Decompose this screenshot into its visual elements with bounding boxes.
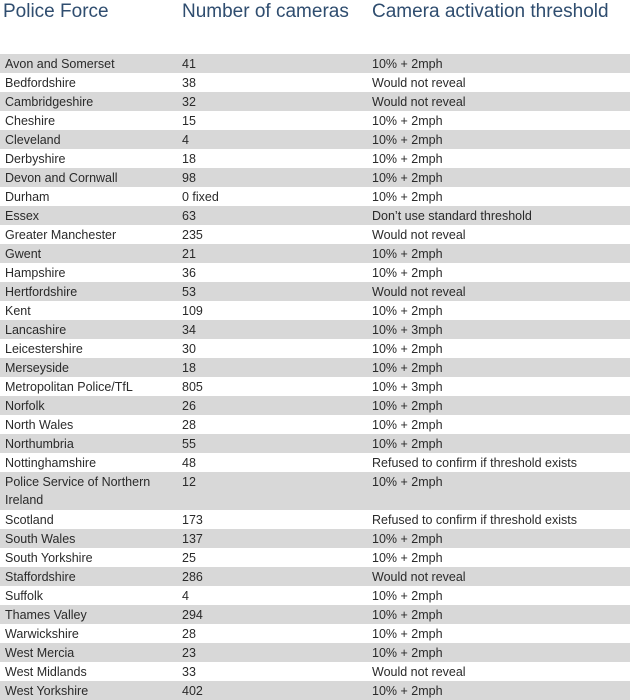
cell-police-force: West Mercia [5, 646, 75, 660]
cell-number-of-cameras: 294 [182, 608, 203, 622]
table-row [0, 453, 630, 472]
cell-police-force: Bedfordshire [5, 76, 76, 90]
cell-number-of-cameras: 4 [182, 589, 189, 603]
table-row [0, 168, 630, 187]
cell-police-force: Avon and Somerset [5, 57, 115, 71]
cell-number-of-cameras: 26 [182, 399, 196, 413]
table-row [0, 282, 630, 301]
cell-activation-threshold: 10% + 2mph [372, 532, 443, 546]
table-row [0, 187, 630, 206]
cell-activation-threshold: 10% + 2mph [372, 646, 443, 660]
cell-police-force: Hertfordshire [5, 285, 78, 299]
cell-number-of-cameras: 805 [182, 380, 203, 394]
cell-number-of-cameras: 34 [182, 323, 196, 337]
cell-number-of-cameras: 235 [182, 228, 203, 242]
cell-activation-threshold: 10% + 2mph [372, 684, 443, 698]
cell-police-force: Metropolitan Police/TfL [5, 380, 133, 394]
table-row [0, 225, 630, 244]
table-row [0, 263, 630, 282]
cell-police-force: Gwent [5, 247, 42, 261]
table-row [0, 149, 630, 168]
cell-activation-threshold: 10% + 2mph [372, 361, 443, 375]
table-row [0, 339, 630, 358]
cell-activation-threshold: 10% + 2mph [372, 57, 443, 71]
cell-activation-threshold: 10% + 2mph [372, 418, 443, 432]
table-row [0, 586, 630, 605]
table-row [0, 130, 630, 149]
cell-number-of-cameras: 98 [182, 171, 196, 185]
table-row [0, 244, 630, 263]
table-row [0, 73, 630, 92]
cell-number-of-cameras: 32 [182, 95, 196, 109]
table-row [0, 358, 630, 377]
cell-police-force: South Yorkshire [5, 551, 93, 565]
cell-activation-threshold: 10% + 2mph [372, 589, 443, 603]
cell-activation-threshold: 10% + 2mph [372, 342, 443, 356]
cell-number-of-cameras: 30 [182, 342, 196, 356]
cell-activation-threshold: 10% + 2mph [372, 608, 443, 622]
cell-police-force: Thames Valley [5, 608, 87, 622]
cell-police-force: Essex [5, 209, 40, 223]
cell-activation-threshold: 10% + 3mph [372, 323, 443, 337]
cell-number-of-cameras: 25 [182, 551, 196, 565]
table-row [0, 434, 630, 453]
table-header [0, 0, 630, 54]
table-row [0, 206, 630, 225]
cell-activation-threshold: Refused to confirm if threshold exists [372, 513, 577, 527]
cell-police-force: Warwickshire [5, 627, 79, 641]
cell-activation-threshold: 10% + 2mph [372, 171, 443, 185]
cell-activation-threshold: Refused to confirm if threshold exists [372, 456, 577, 470]
table-body [0, 54, 630, 700]
cell-activation-threshold: 10% + 2mph [372, 247, 443, 261]
cell-activation-threshold: Would not reveal [372, 285, 466, 299]
table-row [0, 396, 630, 415]
cell-police-force: North Wales [5, 418, 74, 432]
cell-number-of-cameras: 23 [182, 646, 196, 660]
cell-number-of-cameras: 36 [182, 266, 196, 280]
cell-number-of-cameras: 18 [182, 361, 196, 375]
cell-police-force: Leicestershire [5, 342, 83, 356]
cell-activation-threshold: 10% + 2mph [372, 133, 443, 147]
cell-number-of-cameras: 63 [182, 209, 196, 223]
cell-activation-threshold: 10% + 2mph [372, 152, 443, 166]
cell-number-of-cameras: 28 [182, 418, 196, 432]
cell-number-of-cameras: 286 [182, 570, 203, 584]
cell-activation-threshold: 10% + 2mph [372, 475, 443, 489]
cell-police-force: Scotland [5, 513, 54, 527]
cell-police-force: West Yorkshire [5, 684, 89, 698]
cell-number-of-cameras: 12 [182, 475, 196, 489]
cell-police-force: Staffordshire [5, 570, 76, 584]
cell-activation-threshold: Would not reveal [372, 665, 466, 679]
cell-police-force: Derbyshire [5, 152, 66, 166]
header-activation-threshold: Camera activation threshold [372, 1, 609, 22]
cell-police-force: Devon and Cornwall [5, 171, 118, 185]
cell-police-force: Nottinghamshire [5, 456, 97, 470]
cell-number-of-cameras: 41 [182, 57, 196, 71]
table-row [0, 377, 630, 396]
cell-number-of-cameras: 48 [182, 456, 196, 470]
cell-number-of-cameras: 38 [182, 76, 196, 90]
cell-police-force: Greater Manchester [5, 228, 117, 242]
cell-number-of-cameras: 21 [182, 247, 196, 261]
cell-number-of-cameras: 109 [182, 304, 203, 318]
cell-number-of-cameras: 55 [182, 437, 196, 451]
cell-activation-threshold: 10% + 2mph [372, 399, 443, 413]
cell-activation-threshold: Would not reveal [372, 95, 466, 109]
cell-police-force: Northumbria [5, 437, 74, 451]
header-police-force: Police Force [3, 1, 109, 22]
cell-police-force: Durham [5, 190, 50, 204]
table-row [0, 605, 630, 624]
cell-police-force: West Midlands [5, 665, 87, 679]
cell-police-force: Merseyside [5, 361, 69, 375]
cell-number-of-cameras: 402 [182, 684, 203, 698]
cell-police-force: Cheshire [5, 114, 56, 128]
cell-police-force: Kent [5, 304, 31, 318]
table-row [0, 472, 630, 510]
cell-activation-threshold: Would not reveal [372, 570, 466, 584]
cell-police-force: Lancashire [5, 323, 67, 337]
cell-activation-threshold: 10% + 3mph [372, 380, 443, 394]
table-row [0, 529, 630, 548]
cell-police-force: South Wales [5, 532, 76, 546]
table-row [0, 624, 630, 643]
cell-number-of-cameras: 18 [182, 152, 196, 166]
cell-number-of-cameras: 33 [182, 665, 196, 679]
cell-activation-threshold: Don’t use standard threshold [372, 209, 532, 223]
table-row [0, 415, 630, 434]
table-row [0, 567, 630, 586]
table-row [0, 548, 630, 567]
cell-police-force: Hampshire [5, 266, 66, 280]
table-row [0, 301, 630, 320]
cell-police-force: Norfolk [5, 399, 45, 413]
cell-activation-threshold: 10% + 2mph [372, 190, 443, 204]
cell-activation-threshold: 10% + 2mph [372, 627, 443, 641]
table-row [0, 510, 630, 529]
table-row [0, 643, 630, 662]
cell-activation-threshold: 10% + 2mph [372, 551, 443, 565]
cell-activation-threshold: 10% + 2mph [372, 437, 443, 451]
cell-number-of-cameras: 173 [182, 513, 203, 527]
table-row [0, 111, 630, 130]
cell-police-force: Police Service of Northern Ireland [5, 475, 151, 507]
cell-activation-threshold: Would not reveal [372, 76, 466, 90]
cell-number-of-cameras: 53 [182, 285, 196, 299]
cell-number-of-cameras: 4 [182, 133, 189, 147]
table-row [0, 320, 630, 339]
cell-activation-threshold: Would not reveal [372, 228, 466, 242]
table-row [0, 92, 630, 111]
table-row [0, 662, 630, 681]
cell-number-of-cameras: 0 fixed [182, 190, 219, 204]
cell-police-force: Cambridgeshire [5, 95, 94, 109]
cell-police-force: Cleveland [5, 133, 61, 147]
header-number-of-cameras: Number of cameras [182, 1, 349, 22]
cell-police-force: Suffolk [5, 589, 43, 603]
cell-activation-threshold: 10% + 2mph [372, 304, 443, 318]
cell-activation-threshold: 10% + 2mph [372, 114, 443, 128]
table-row [0, 681, 630, 700]
cell-number-of-cameras: 137 [182, 532, 203, 546]
table-row [0, 54, 630, 73]
cell-activation-threshold: 10% + 2mph [372, 266, 443, 280]
cell-number-of-cameras: 15 [182, 114, 196, 128]
cell-number-of-cameras: 28 [182, 627, 196, 641]
